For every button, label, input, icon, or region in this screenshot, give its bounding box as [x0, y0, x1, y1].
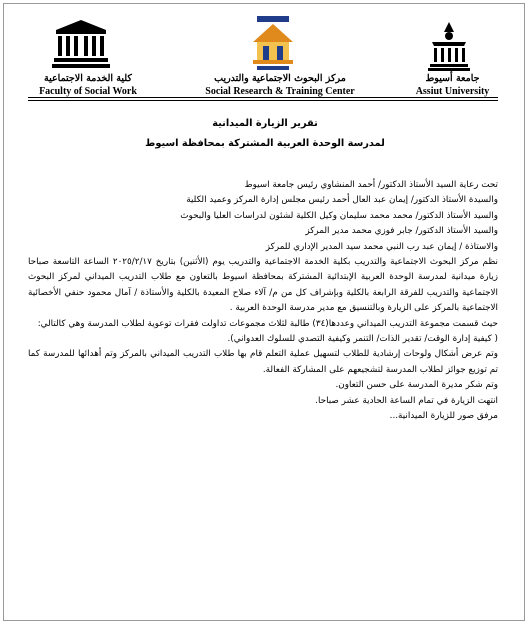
university-name-en: Assiut University [415, 86, 490, 97]
report-subtitle: لمدرسة الوحدة العربية المشتركة بمحافظة اسيوط [145, 138, 385, 149]
patronage-line: والسيد الأستاذ الدكتور/ جابر فوزي محمد مدير المركز [305, 226, 498, 237]
faculty-header [28, 72, 148, 98]
patronage-line: تحت رعاية السيد الأستاذ الدكتور/ أحمد المنشاوي رئيس جامعة اسيوط [244, 180, 498, 190]
report-title: تقرير الزيارة الميدانية [212, 118, 318, 129]
paragraph-groups: حيث قسمت مجموعة التدريب الميداني وعددها(٣٤) طالبة لثلاث مجموعات تداولت فقرات توعوية لطلاب المدرسة وهي كالتالي: [37, 318, 498, 329]
university-name-ar: جامعة أسيوط [425, 73, 480, 84]
faculty-name-en: Faculty of Social Work [39, 86, 137, 97]
university-header [405, 72, 500, 98]
thanks-line: وتم شكر مديرة المدرسة على حسن التعاون. [335, 380, 498, 391]
header-divider-top [28, 97, 498, 98]
header-divider-bottom [28, 100, 498, 101]
faculty-name-ar: كلية الخدمة الاجتماعية [44, 73, 132, 84]
center-header [190, 72, 370, 98]
patronage-line: والاستاذة / إيمان عبد رب النبي محمد سيد المدير الإداري للمركز [265, 241, 498, 252]
ending-line: انتهت الزيارة في تمام الساعة الحادية عشر صباحا. [315, 395, 498, 406]
report-body [28, 178, 498, 425]
center-name-en: Social Research & Training Center [205, 86, 355, 97]
attachment-line: مرفق صور للزيارة الميدانية... [389, 411, 498, 422]
paragraph-visit: نظم مركز البحوث الاجتماعية والتدريب بكلية الخدمة الاجتماعية والتدريب يوم (الأثنين) بتاريخ ٢٠٢٥/٢/١٧ الساعة التاسعة صباحا زيارة ميدانية لمدرسة الوحدة العربية الإبتدائية المشتركة بمحافظة اسيوط بالتعاون مع طلاب التدريب الميداني لمركز البحوث الاجتماعية والتدريب للفرقة الرابعة بالكلية وبإشراف كل من م/ آلاء صلاح المعيدة بالكلية والأستاذة / آمال محمود حنفي الأخصائية الاجتماعية بالمركز على الزيارة وبالتنسيق مع مدير مدرسة الوحدة العربية . [28, 257, 498, 314]
university-logo [424, 20, 474, 72]
research-center-logo [243, 14, 303, 74]
paragraph-activities: وتم عرض أشكال ولوحات إرشادية للطلاب لتسهيل عملية التعلم قام بها طلاب التدريب الميداني بالمركز وتم أهدائها للمدرسة كما تم توزيع جوائز لطلاب المدرسة لتشجيعهم على المشاركة الفعالة. [28, 349, 498, 375]
topics-list: ( كيفية إدارة الوقت/ تقدير الذات/ التنمر وكيفية التصدي للسلوك العدواني). [227, 334, 498, 345]
center-name-ar: مركز البحوث الاجتماعية والتدريب [214, 73, 346, 84]
faculty-logo [50, 18, 112, 70]
patronage-line: والسيد الأستاذ الدكتور/ محمد محمد سليمان وكيل الكلية لشئون لدراسات العليا والبحوث [180, 210, 498, 221]
patronage-line: والسيدة الأستاذ الدكتور/ إيمان عبد العال أحمد رئيس مجلس إدارة المركز وعميد الكلية [186, 195, 498, 206]
